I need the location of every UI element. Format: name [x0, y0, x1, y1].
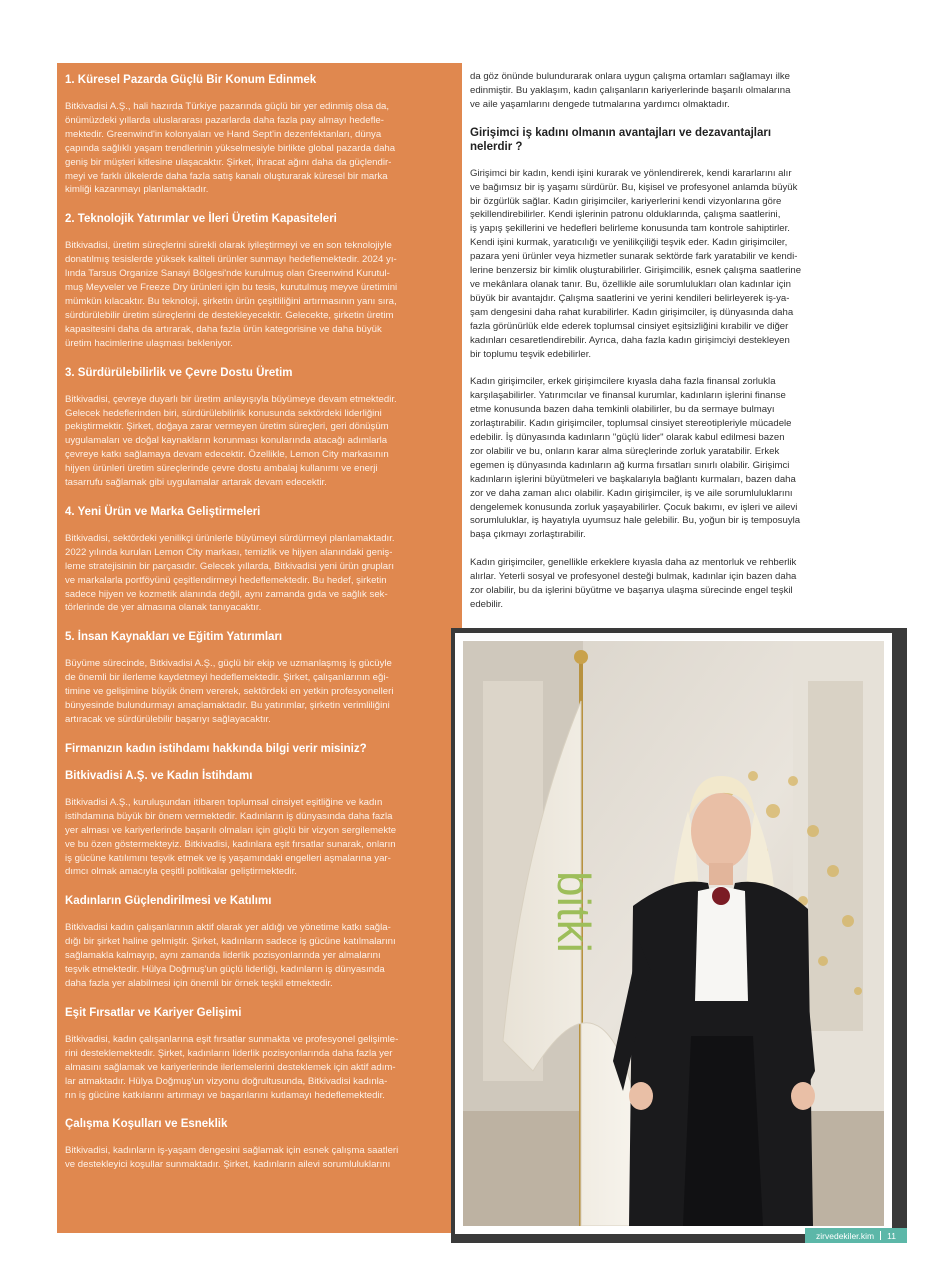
section-title-sustainability: 3. Sürdürülebilirlik ve Çevre Dostu Üretim	[65, 366, 293, 379]
page-footer	[805, 1228, 907, 1243]
section-body-empowerment: Bitkivadisi kadın çalışanlarının aktif olarak yer aldığı ve yönetime katkı sağla- dığı bir şirket haline gelmiştir. Şirket, kadınların sadece iş gücüne katılmalarını sağlamakla kalmayıp, aynı zamanda liderlik pozisyonlarında yer almalarını teşvik etmektedir. Hülya Doğmuş'un güçlü liderliği, kadınların iş dünyasında daha fazla yer alabilmesi için önemli bir örnek teşkil etmektedir.	[65, 922, 396, 989]
page-number: 11	[887, 1230, 896, 1241]
section-body-women-employment: Bitkivadisi A.Ş., kuruluşundan itibaren toplumsal cinsiyet eşitliğine ve kadın istihdamına büyük bir önem vermektedir. Kadınların iş dünyasında daha fazla yer alması ve kariyerlerinde başarılı olmaları için güçlü bir vizyon sergilemekte ve bu özen göstermekteyiz. Bitkivadisi, kadınlara eşit fırsatlar sunarak, onların iş gücüne katılımını teşvik etmek ve iş yaşamındaki engelleri aşmalarına yar- dımcı olmak amacıyla çeşitli politikalar geliştirmektedir.	[65, 796, 397, 878]
section-title-global-market: 1. Küresel Pazarda Güçlü Bir Konum Edinmek	[65, 74, 317, 86]
right-article-column	[470, 70, 860, 626]
section-body-new-products: Bitkivadisi, sektördeki yenilikçi ürünlerle büyümeyi sürdürmeyi planlamaktadır. 2022 yılında kurulan Lemon City markası, temizlik ve hijyen alanındaki geniş- leme stratejisinin bir parçasıdır. Gelecek yıllarda, Bitkivadisi yeni ürün grupları ve markalarla portföyünü çeşitlendirmeyi hedeflemektedir. Bu hedef, şirketin sadece hijyen ve kozmetik alanında değil, aynı zamanda gıda ve sağlık sek- törlerinde de yer almasına olanak tanıyacaktır.	[65, 532, 395, 614]
portrait-photo	[463, 641, 884, 1226]
interview-question-entrepreneur: Girişimci iş kadını olmanın avantajları ve dezavantajları nelerdir ?	[470, 126, 772, 153]
mentorship-paragraph: Kadın girişimciler, genellikle erkeklere kıyasla daha az mentorluk ve rehberlik alırlar. Yeterli sosyal ve profesyonel desteği bulmak, kadınlar için bazen daha zor olabilir, bu da işlerini büyütme ve başarıya ulaşma sürecinde engel teşkil edebilir.	[470, 557, 797, 610]
interview-question: Firmanızın kadın istihdamı hakkında bilgi verir misiniz?	[65, 742, 367, 755]
section-body-global-market: Bitkivadisi A.Ş., hali hazırda Türkiye pazarında güçlü bir yer edinmiş olsa da, önümüzdeki yıllarda uluslararası pazarlarda daha fazla pay almayı hedefle- mektedir. Greenwind'in kolonyaları ve Hand Sept'in dezenfektanları, dünya çapında sağlıklı yaşam trendlerinin yükselmesiyle birlikte global pazarda daha geniş bir müşteri kitlesine ulaşacaktır. Şirket, ihracat ağını daha da güçlendir- meyi ve farklı ülkelerde daha fazla satış kanalı oluşturarak küresel bir marka kimliği kazanmayı planlamaktadır.	[65, 101, 396, 196]
section-body-sustainability: Bitkivadisi, çevreye duyarlı bir üretim anlayışıyla büyümeye devam etmektedir. Gelecek hedeflerinden biri, sürdürülebilirlik konusunda sektördeki liderliğini pekiştirmektir. Şirket, doğaya zarar vermeyen üretim süreçleri, geri dönüşüm uygulamaları ve doğal kaynakların korunması konularında atacağı adımlarla çevreye katkı sağlamaya devam edecektir. Özellikle, Lemon City markasının hijyen ürünleri üretim süreçlerinde çevre dostu ambalaj kullanımı ve enerji tasarrufu sağlamak gibi uygulamalar artarak devam edecektir.	[65, 393, 397, 489]
section-title-women-employment: Bitkivadisi A.Ş. ve Kadın İstihdamı	[65, 769, 253, 782]
left-article-column	[57, 63, 462, 1233]
continued-paragraph: da göz önünde bulundurarak onlara uygun çalışma ortamları sağlamayı ilke edinmiştir. Bu yaklaşım, kadın çalışanların kariyerlerinde başarılı olmalarına ve aile yaşamlarını dengede tutmalarına yardımcı olmaktadır.	[470, 71, 791, 110]
footer-divider	[880, 1231, 881, 1240]
section-title-empowerment: Kadınların Güçlendirilmesi ve Katılımı	[65, 895, 272, 908]
section-title-human-resources: 5. İnsan Kaynakları ve Eğitim Yatırımları	[65, 631, 283, 644]
footer-site: zirvedekiler.kim	[816, 1230, 875, 1241]
section-body-working-conditions: Bitkivadisi, kadınların iş-yaşam dengesini sağlamak için esnek çalışma saatleri ve destekleyici koşullar sunmaktadır. Şirket, kadınların ailevi sorumluluklarını	[65, 1145, 399, 1171]
section-body-technology: Bitkivadisi, üretim süreçlerini sürekli olarak iyileştirmeyi ve en son teknolojiyle donatılmış tesislerde yüksek kaliteli ürünler sunmayı hedeflemektedir. 2024 yı- lında Tarsus Organize Sanayi Bölgesi'nde kurulmuş olan Greenwind Kurutul- muş Meyveler ve Freeze Dry ürünleri için bu tesis, kurutulmuş meyve üretimini mümkün kılacaktır. Bu teknoloji, şirketin ürün çeşitliliğini artırmasının yanı sıra, sürdürülebilir üretim süreçlerini de destekleyecektir. Gelecekte, şirketin üretim kapasitesini daha da artırarak, daha fazla ürün kategorisine ve daha büyük üretim hacimlerine ulaşması bekleniyor.	[65, 240, 398, 349]
section-title-working-conditions: Çalışma Koşulları ve Esneklik	[65, 1118, 228, 1131]
section-title-equal-opportunities: Eşit Fırsatlar ve Kariyer Gelişimi	[65, 1006, 242, 1019]
section-body-human-resources: Büyüme sürecinde, Bitkivadisi A.Ş., güçlü bir ekip ve uzmanlaşmış iş gücüyle de önemli bir ilerleme kaydetmeyi hedeflemektedir. Şirket, çalışanlarının eği- timine ve gelişimine büyük önem vererek, sektördeki en yetkin profesyonelleri bünyesinde bulundurmayı amaçlamaktadır. Bu yatırımlar, şirketin verimliliğini artıracak ve sürdürülebilir başarıyı sağlayacaktır.	[65, 658, 394, 725]
disadvantages-paragraph: Kadın girişimciler, erkek girişimcilere kıyasla daha fazla finansal zorlukla karşılaşabilirler. Yatırımcılar ve finansal kurumlar, kadınların işlerini finanse etme konusunda bazen daha temkinli olabilirler, bu da sermaye bulmayı zorlaştırabilir. Kadın girişimciler, toplumsal cinsiyet stereotipleriyle mücadele edebilir. İş dünyasında kadınların "güçlü lider" olarak kabul edilmesi bazen zor olabilir ve bu, onların karar alma süreçlerinde zorluk yaratabilir. Erkek egemen iş dünyasında kadınların ağ kurma fırsatları sınırlı olabilir. Girişimci kadınların işlerini büyütmeleri ve başkalarıyla bağlantı kurmaları, bazen daha zor ve daha zaman alıcı olabilir. Kadın girişimciler, iş ve aile sorumluluklarını dengelemek konusunda zorluk yaşayabilirler. Çocuk bakımı, ev işleri ve ailevi sorumluluklar, iş hayatıyla uyumsuz hale gelebilir. Bu, yoğun bir iş temposuyla başa çıkmayı zorlaştırabilir.	[470, 376, 801, 541]
section-title-technology: 2. Teknolojik Yatırımlar ve İleri Üretim Kapasiteleri	[65, 213, 337, 226]
advantages-paragraph: Girişimci bir kadın, kendi işini kurarak ve yönlendirerek, kendi kararlarını alır ve bağımsız bir iş yaşamı sürdürür. Bu, kişisel ve profesyonel anlamda büyük bir özgürlük sağlar. Kadın girişimciler, kariyerlerini kendi vizyonlarına göre şekillendirebilirler. Kendi işlerinin patronu olduklarında, çalışma saatlerini, iş yapış şekillerini ve hedefleri belirleme konusunda tam kontrole sahiptirler. Kendi işini kurmak, yaratıcılığı ve yenilikçiliği teşvik eder. Kadın girişimciler, pazara yeni ürünler veya hizmetler sunarak sektörde fark yaratabilir ve kendi- lerine benzersiz bir kimlik oluşturabilirler. Girişimcilik, esnek çalışma saatlerine ve mekânlara olanak tanır. Bu, özellikle aile sorumlulukları olan kadınlar için büyük bir avantajdır. Çalışma saatlerini ve yerini kendileri belirleyerek iş-ya- şam dengesini daha rahat kurabilirler. Kadın girişimciler, iş dünyasında daha fazla görünürlük elde ederek toplumsal cinsiyet eşitsizliğini kırabilir ve diğer kadınları cesaretlendirebilir. Ayrıca, daha fazla kadın girişimciyi destekleyen bir toplumu teşvik edebilirler.	[470, 167, 802, 360]
section-title-new-products: 4. Yeni Ürün ve Marka Geliştirmeleri	[65, 505, 261, 518]
section-body-equal-opportunities: Bitkivadisi, kadın çalışanlarına eşit fırsatlar sunmakta ve profesyonel gelişimle- rini desteklemektedir. Şirket, kadınların liderlik pozisyonlarında daha fazla yer almasını sağlamak ve kariyerlerinde ilerlemelerini desteklemek için aktif adım- lar atmaktadır. Hülya Doğmuş'un vizyonu doğrultusunda, Bitkivadisi kadınla- rın iş gücüne katkılarını artırmayı ve başarılarını kutlamayı hedeflemektedir.	[65, 1033, 399, 1101]
svg-text:bitki: bitki	[548, 871, 600, 953]
portrait-illustration	[463, 641, 884, 1226]
